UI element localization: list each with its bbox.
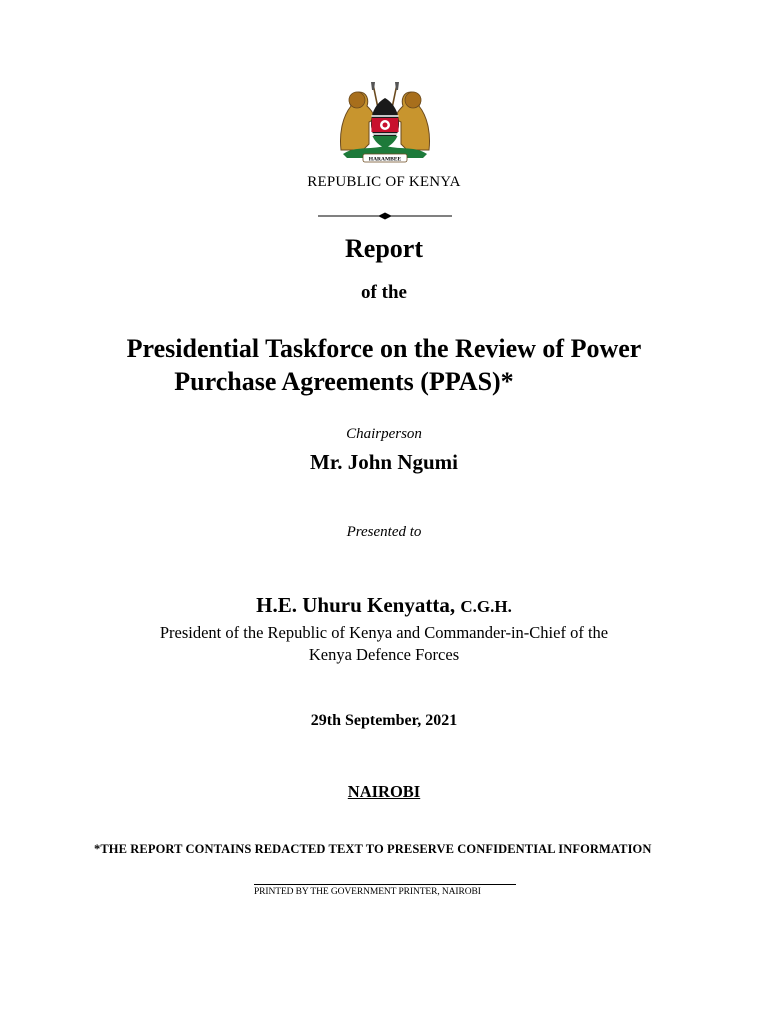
chairperson-name: Mr. John Ngumi: [310, 450, 458, 474]
taskforce-title: [0, 332, 768, 398]
kenya-coat-of-arms-emblem: [335, 80, 435, 164]
presented-to-label: Presented to: [346, 524, 422, 540]
city-name: NAIROBI: [347, 782, 421, 801]
president-title-line2: Kenya Defence Forces: [308, 645, 460, 664]
president-honours: C.G.H.: [460, 597, 512, 616]
president-name-text: H.E. Uhuru Kenyatta,: [256, 593, 456, 617]
report-title: Report: [345, 234, 423, 263]
emblem-motto: HARAMBEE: [368, 156, 402, 163]
president-name: [0, 593, 768, 618]
printer-rule: [254, 884, 516, 885]
republic-heading: REPUBLIC OF KENYA: [307, 174, 461, 190]
chairperson-label: Chairperson: [346, 426, 422, 442]
taskforce-title-line2: Purchase Agreements (PPAS)*: [174, 367, 514, 396]
printer-credit: PRINTED BY THE GOVERNMENT PRINTER, NAIROBI: [254, 887, 481, 897]
divider-ornament: [318, 210, 452, 222]
president-title: [0, 622, 768, 666]
report-date: 29th September, 2021: [310, 712, 458, 729]
president-title-line1: President of the Republic of Kenya and Commander-in-Chief of the: [159, 623, 609, 642]
of-the-text: of the: [361, 282, 407, 303]
taskforce-title-line1: Presidential Taskforce on the Review of Power: [126, 334, 642, 363]
redaction-footnote: *THE REPORT CONTAINS REDACTED TEXT TO PRESERVE CONFIDENTIAL INFORMATION: [94, 842, 652, 856]
